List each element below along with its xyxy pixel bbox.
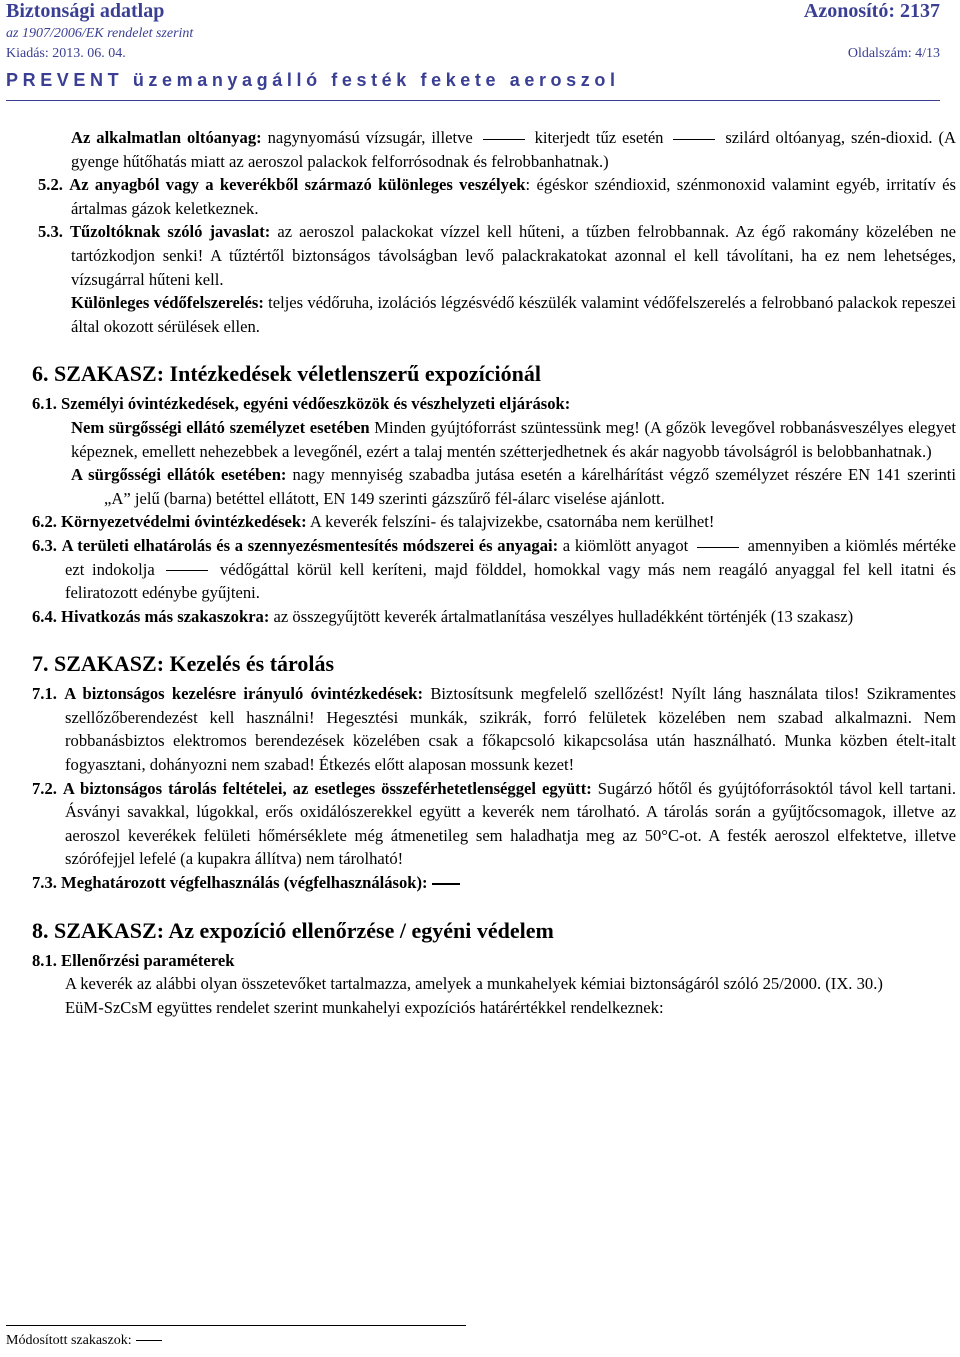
section-6-heading: 6. SZAKASZ: Intézkedések véletlenszerű expozíciónál (32, 361, 542, 387)
section-7-1-label: A biztonságos kezelésre irányuló óvintézkedések: (64, 684, 424, 704)
non-emergency-paragraph: Nem sürgősségi ellátó személyzet esetében Minden gyújtóforrást szüntessünk meg! (A gőzök levegővel robbanásveszélyes elegyet képeznek, emellett nehezebbek a levegőnél, ezért a talaj mentén szétterjedhetnek és akár nagyobb távolságról is belobbanhatnak.) (71, 417, 956, 461)
document-body (32, 126, 956, 1019)
header-divider (6, 100, 940, 101)
dash (166, 570, 208, 571)
section-6-1-heading: 6.1. Személyi óvintézkedések, egyéni védőeszközök és vészhelyzeti eljárások: (32, 394, 571, 414)
section-7-1: 7.1. A biztonságos kezelésre irányuló óvintézkedések: Biztosítsunk megfelelő szellőzést! Nyílt láng használata tilos! Szikramentes szellőzőberendezést kell használni! Hegesztési munkák, szikrák, forró felületek közelében nem szabad alkalmazni. Nem robbanásbiztos elektromos berendezések közelében csak a főkapcsoló kikapcsolása után használható. Munka közben ételt-italt fogyasztani, dohányozni nem szabad! Étkezés előtt alaposan mossunk kezet! (32, 684, 956, 775)
dash (483, 139, 525, 140)
protective-equipment-paragraph: Különleges védőfelszerelés: teljes védőruha, izolációs légzésvédő készülék valamint védőfelszerelés a felrobbanó palackok repeszei által okozott sérülések ellen. (71, 293, 956, 336)
section-8-1-text: A keverék az alábbi olyan összetevőket tartalmazza, amelyek a munkahelyek kémiai biztonságáról szóló 25/2000. (IX. 30.) EüM-SzCsM együttes rendelet szerint munkahelyi expozíciós határértékkel rendelkeznek: (65, 974, 883, 1017)
protective-label: Különleges védőfelszerelés: (71, 293, 264, 313)
section-5-2-label: Az anyagból vagy a keverékből származó különleges veszélyek (69, 175, 526, 195)
section-7-3-label: 7.3. Meghatározott végfelhasználás (végfelhasználások): (32, 873, 428, 893)
emergency-paragraph: A sürgősségi ellátók esetében: nagy mennyiség szabadba jutása esetén a kárelhárítást végző személyzet részére EN 141 szerinti „A” jelű (barna) betéttel ellátott, EN 149 szerinti gázszűrő fél-álarc viselése ajánlott. (71, 465, 956, 508)
header-page-number: Oldalszám: 4/13 (847, 46, 940, 61)
section-5-2: 5.2. Az anyagból vagy a keverékből származó különleges veszélyek: égéskor széndioxid, szénmonoxid valamint egyéb, irritatív és ártalmas gázok keletkeznek. (38, 175, 956, 218)
dash (136, 1340, 162, 1341)
section-7-3 (32, 871, 956, 895)
non-emergency-label: Nem sürgősségi ellátó személyzet esetében (71, 417, 370, 437)
dash (697, 547, 739, 548)
section-8-heading: 8. SZAKASZ: Az expozíció ellenőrzése / egyéni védelem (32, 917, 554, 943)
section-6-4-label: Hivatkozás más szakaszokra: (61, 606, 270, 626)
section-6-3-label: A területi elhatárolás és a szennyezésmentesítés módszerei és anyagai: (61, 535, 559, 555)
header-title: Biztonsági adatlap (6, 0, 165, 22)
section-7-2: 7.2. A biztonságos tárolás feltételei, az esetleges összeférhetetlenséggel együtt: Sugárzó hőtől és gyújtóforrásoktól távol kell tartani. Ásványi savakkal, lúgokkal, erős oxidálószerekkel együtt a keverék nem tárolható. A tárolás során a gyűjtőcsomagok, illetve az aeroszol keverékek felületi hőmérséklete még átmenetileg sem haladhatja meg az 50°C-ot. A festék aeroszol elfektetve, illetve szórófejjel lefelé (a kupakra állítva) nem tárolható! (32, 778, 956, 869)
dash (673, 139, 715, 140)
section-5-3: 5.3. Tűzoltóknak szóló javaslat: az aeroszol palackokat vízzel kell hűteni, a tűzben felrobbannak. Az égő rakomány közelében ne tartózkodjon senki! A tűztértől biztonságos távolságban levő palackrakatokat azonnal el kell távolítani, ha ez nem lehetséges, vízsugárral hűteni kell. (38, 222, 956, 289)
dash (432, 883, 460, 885)
header-product-name: PREVENT üzemanyagálló festék fekete aeroszol (6, 70, 620, 90)
section-6-4: 6.4. Hivatkozás más szakaszokra: az összegyűjtött keverék ártalmatlanítása veszélyes hulladékként történjék (13 szakasz) (32, 606, 854, 626)
footer-divider (6, 1325, 466, 1326)
header-identifier: Azonosító: 2137 (803, 0, 940, 22)
header-regulation: az 1907/2006/EK rendelet szerint (6, 26, 194, 41)
section-8-1-heading: 8.1. Ellenőrzési paraméterek (32, 950, 235, 970)
section-7-heading: 7. SZAKASZ: Kezelés és tárolás (32, 651, 335, 677)
section-5-3-label: Tűzoltóknak szóló javaslat: (69, 222, 271, 242)
section-6-2: 6.2. Környezetvédelmi óvintézkedések: A keverék felszíni- és talajvizekbe, csatornába nem kerülhet! (32, 512, 715, 532)
section-7-2-label: A biztonságos tárolás feltételei, az esetleges összeférhetetlenséggel együtt: (62, 778, 592, 798)
unsuitable-label: Az alkalmatlan oltóanyag: (71, 128, 262, 147)
section-6-2-label: Környezetvédelmi óvintézkedések: (61, 512, 307, 532)
header-issue-date: Kiadás: 2013. 06. 04. (6, 46, 126, 61)
footer-modified-sections: Módosított szakaszok: (6, 1333, 162, 1349)
emergency-label: A sürgősségi ellátók esetében: (71, 465, 287, 485)
unsuitable-extinguisher-paragraph: Az alkalmatlan oltóanyag: nagynyomású vízsugár, illetve kiterjedt tűz esetén szilárd oltóanyag, szén-dioxid. (A gyenge hűtőhatás miatt az aeroszol palackok felforrósodnak és felrobbanhatnak.) (71, 128, 956, 171)
section-6-3: 6.3. A területi elhatárolás és a szennyezésmentesítés módszerei és anyagai: a kiömlött anyagot amennyiben a kiömlés mértéke ezt indokolja védőgáttal körül kell keríteni, majd földdel, homokkal vagy más nem reagáló anyaggal fel kell itatni és feliratozott edénybe gyűjteni. (32, 535, 956, 603)
